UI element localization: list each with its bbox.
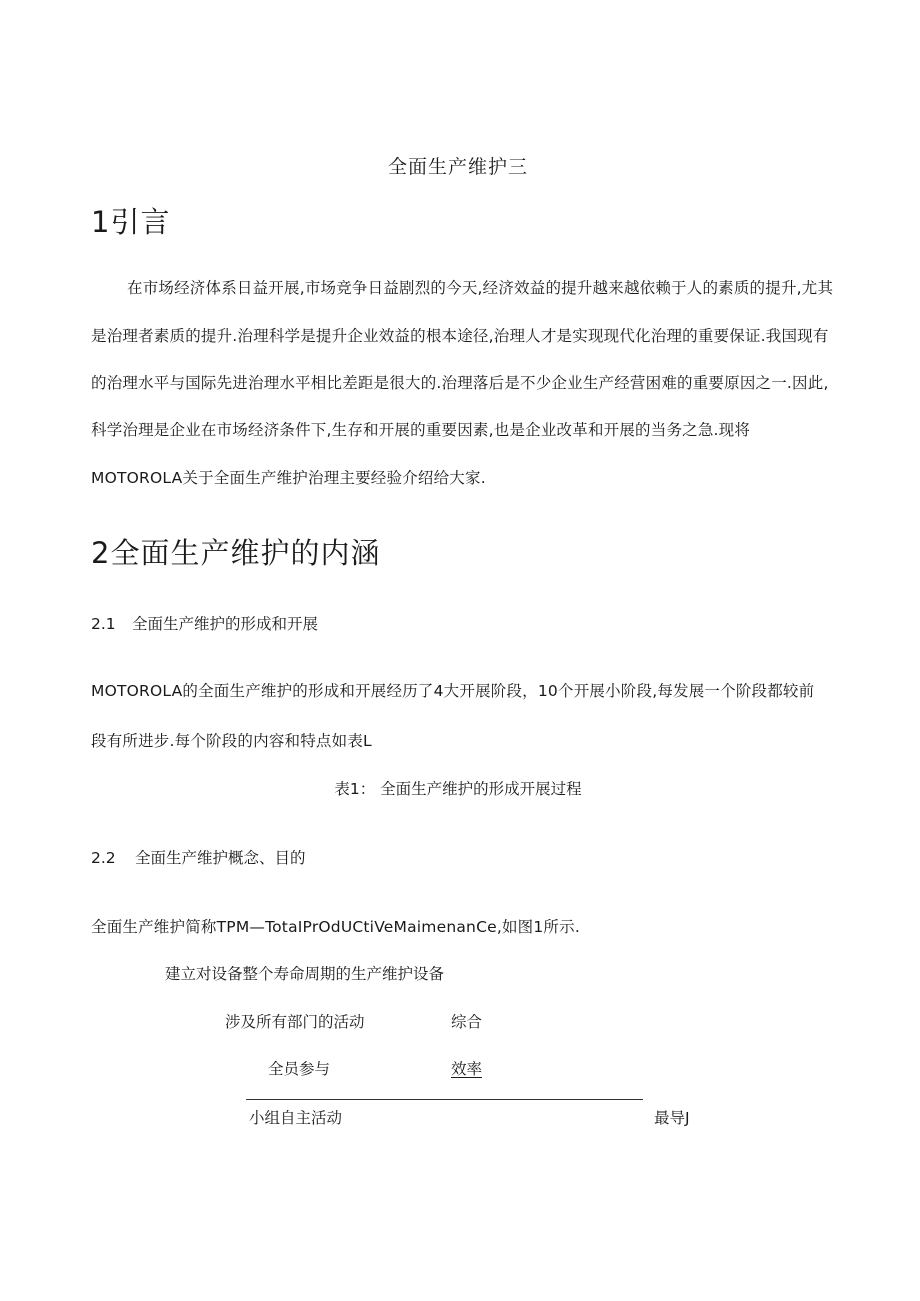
subsection-number: 2.2 — [91, 849, 116, 867]
section-1-line-4: 科学治理是企业在市场经济条件下,生存和开展的重要因素,也是企业改革和开展的当务之急.现将 — [91, 421, 751, 439]
figure-divider-line — [246, 1099, 643, 1100]
section-1-heading: 1引言 — [91, 205, 171, 239]
section-2-heading: 2全面生产维护的内涵 — [91, 536, 381, 570]
section-1-line-1: 在市场经济体系日益开展,市场竞争日益剧烈的今天,经济效益的提升越来越依赖于人的素质的提升,尤其 — [127, 279, 834, 297]
figure-right-4: 最导J — [654, 1109, 690, 1127]
figure-left-2: 涉及所有部门的活动 — [225, 1013, 365, 1031]
document-title: 全面生产维护三 — [387, 156, 528, 178]
section-2-para-1-line-2: 段有所进步.每个阶段的内容和特点如表L — [91, 732, 372, 750]
table-caption: 表1： 全面生产维护的形成开展过程 — [334, 780, 582, 798]
section-1-line-5: MOTOROLA关于全面生产维护治理主要经验介绍给大家. — [91, 469, 486, 487]
figure-left-3: 全员参与 — [268, 1060, 331, 1078]
figure-right-3: 效率 — [451, 1060, 483, 1078]
subsection-label: 全面生产维护的形成和开展 — [131, 615, 318, 633]
section-2-para-2: 全面生产维护简称TPM—TotaIPrOdUCtiVeMaimenanCe,如图1所示. — [91, 918, 580, 936]
figure-line-1: 建立对设备整个寿命周期的生产维护设备 — [165, 965, 445, 983]
figure-right-2: 综合 — [451, 1013, 483, 1031]
subsection-2-1-heading — [91, 612, 318, 634]
figure-left-4: 小组自主活动 — [249, 1109, 343, 1127]
subsection-2-2-heading — [91, 846, 305, 868]
section-2-para-1-line-1: MOTOROLA的全面生产维护的形成和开展经历了4大开展阶段，10个开展小阶段,每发展一个阶段都较前 — [91, 682, 815, 700]
subsection-label: 全面生产维护概念、目的 — [134, 849, 306, 867]
section-1-line-2: 是治理者素质的提升.治理科学是提升企业效益的根本途径,治理人才是实现现代化治理的重要保证.我国现有 — [91, 327, 829, 345]
section-1-line-3: 的治理水平与国际先进治理水平相比差距是很大的.治理落后是不少企业生产经营困难的重要原因之一.因此, — [91, 374, 829, 392]
subsection-number: 2.1 — [91, 615, 116, 633]
